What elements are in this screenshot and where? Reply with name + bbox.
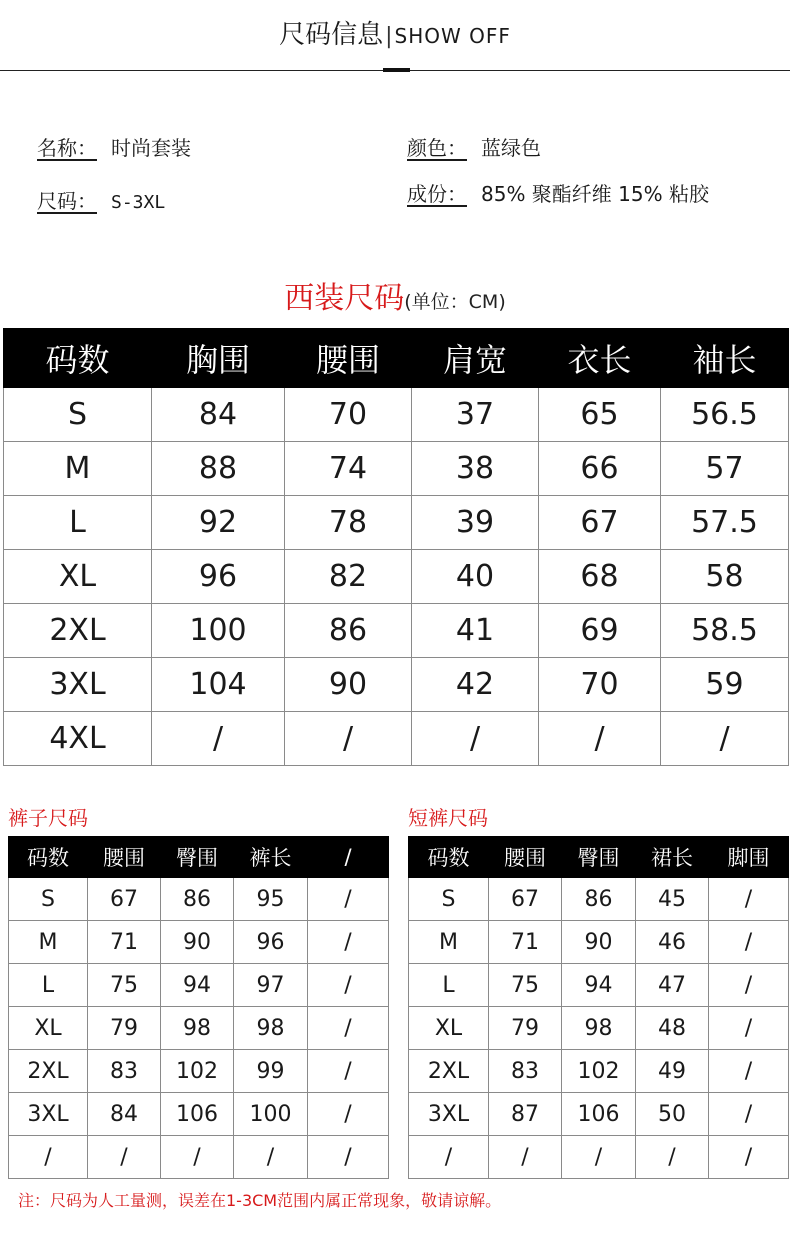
- table-cell: /: [308, 921, 389, 964]
- table-row: [409, 1050, 789, 1093]
- name-value: 时尚套装: [111, 136, 191, 160]
- table-cell: 57: [661, 442, 789, 496]
- table-cell: 50: [636, 1093, 709, 1136]
- shorts-size-table: [408, 836, 789, 1179]
- column-header: 码数: [4, 329, 152, 388]
- measurement-note: 注：尺码为人工量测，误差在1-3CM范围内属正常现象，敬请谅解。: [18, 1191, 502, 1210]
- table-cell: 71: [88, 921, 161, 964]
- size-label: 尺码：: [37, 189, 97, 213]
- suit-size-table: [3, 328, 789, 766]
- composition-label: 成份：: [407, 182, 467, 206]
- table-cell: 45: [636, 878, 709, 921]
- table-cell: 99: [234, 1050, 308, 1093]
- table-cell: 42: [412, 658, 539, 712]
- info-size: [37, 187, 165, 217]
- column-header: 码数: [409, 837, 489, 878]
- table-cell: 98: [562, 1007, 636, 1050]
- table-cell: XL: [9, 1007, 88, 1050]
- column-header: 肩宽: [412, 329, 539, 388]
- header-title: [0, 18, 790, 54]
- column-header: 裙长: [636, 837, 709, 878]
- table-cell: 40: [412, 550, 539, 604]
- table-cell: 90: [562, 921, 636, 964]
- column-header: 脚围: [709, 837, 789, 878]
- table-row: [409, 921, 789, 964]
- table-header-row: [4, 329, 789, 388]
- table-cell: 58.5: [661, 604, 789, 658]
- page-header: [0, 0, 790, 80]
- table-cell: 87: [489, 1093, 562, 1136]
- table-row: [4, 658, 789, 712]
- table-row: [4, 712, 789, 766]
- table-cell: /: [88, 1136, 161, 1179]
- column-header: /: [308, 837, 389, 878]
- name-label: 名称：: [37, 136, 97, 160]
- table-cell: 83: [489, 1050, 562, 1093]
- table-cell: 96: [234, 921, 308, 964]
- table-cell: 84: [152, 388, 285, 442]
- table-cell: 86: [562, 878, 636, 921]
- table-cell: 67: [88, 878, 161, 921]
- table-row: [409, 1007, 789, 1050]
- table-cell: S: [9, 878, 88, 921]
- table-cell: /: [308, 1007, 389, 1050]
- table-cell: 90: [285, 658, 412, 712]
- table-row: [9, 964, 389, 1007]
- table-cell: 102: [562, 1050, 636, 1093]
- table-row: [409, 1093, 789, 1136]
- table-cell: 57.5: [661, 496, 789, 550]
- suit-section-title: [0, 279, 790, 322]
- table-cell: 69: [539, 604, 661, 658]
- table-cell: 75: [88, 964, 161, 1007]
- table-cell: M: [9, 921, 88, 964]
- table-cell: /: [308, 964, 389, 1007]
- header-subtitle: SHOW OFF: [394, 24, 511, 48]
- table-cell: S: [4, 388, 152, 442]
- table-cell: 59: [661, 658, 789, 712]
- composition-value: 85% 聚酯纤维 15% 粘胶: [481, 182, 709, 206]
- table-cell: 79: [88, 1007, 161, 1050]
- table-cell: 38: [412, 442, 539, 496]
- table-cell: 92: [152, 496, 285, 550]
- table-cell: /: [409, 1136, 489, 1179]
- header-divider-mark: [383, 68, 410, 72]
- table-cell: 82: [285, 550, 412, 604]
- table-cell: 100: [234, 1093, 308, 1136]
- table-cell: 41: [412, 604, 539, 658]
- table-cell: L: [9, 964, 88, 1007]
- table-cell: 98: [234, 1007, 308, 1050]
- table-cell: /: [9, 1136, 88, 1179]
- table-cell: 4XL: [4, 712, 152, 766]
- table-row: [409, 1136, 789, 1179]
- column-header: 袖长: [661, 329, 789, 388]
- table-row: [4, 550, 789, 604]
- table-cell: 94: [562, 964, 636, 1007]
- table-cell: 2XL: [9, 1050, 88, 1093]
- table-cell: 37: [412, 388, 539, 442]
- table-cell: 102: [161, 1050, 234, 1093]
- table-cell: 65: [539, 388, 661, 442]
- table-cell: 70: [285, 388, 412, 442]
- table-cell: /: [308, 1093, 389, 1136]
- table-row: [9, 921, 389, 964]
- table-row: [9, 1136, 389, 1179]
- column-header: 衣长: [539, 329, 661, 388]
- table-cell: /: [709, 964, 789, 1007]
- table-cell: 46: [636, 921, 709, 964]
- table-cell: /: [308, 1136, 389, 1179]
- table-cell: M: [409, 921, 489, 964]
- table-cell: /: [161, 1136, 234, 1179]
- table-cell: 74: [285, 442, 412, 496]
- info-color: [407, 134, 541, 162]
- table-cell: /: [308, 1050, 389, 1093]
- pants-section-title: 裤子尺码: [8, 806, 88, 830]
- table-cell: 88: [152, 442, 285, 496]
- table-cell: 2XL: [4, 604, 152, 658]
- table-row: [409, 878, 789, 921]
- table-cell: M: [4, 442, 152, 496]
- table-cell: 2XL: [409, 1050, 489, 1093]
- color-label: 颜色：: [407, 136, 467, 160]
- table-cell: /: [152, 712, 285, 766]
- table-cell: 98: [161, 1007, 234, 1050]
- column-header: 腰围: [285, 329, 412, 388]
- table-cell: /: [709, 1050, 789, 1093]
- table-cell: L: [4, 496, 152, 550]
- table-cell: 75: [489, 964, 562, 1007]
- table-cell: 66: [539, 442, 661, 496]
- table-cell: 3XL: [409, 1093, 489, 1136]
- table-cell: 3XL: [4, 658, 152, 712]
- suit-title-text: 西装尺码: [284, 281, 405, 316]
- table-cell: 58: [661, 550, 789, 604]
- table-cell: 106: [161, 1093, 234, 1136]
- table-cell: 96: [152, 550, 285, 604]
- table-row: [9, 1093, 389, 1136]
- table-cell: 104: [152, 658, 285, 712]
- table-cell: 95: [234, 878, 308, 921]
- table-cell: 94: [161, 964, 234, 1007]
- table-cell: 84: [88, 1093, 161, 1136]
- table-cell: L: [409, 964, 489, 1007]
- table-cell: 47: [636, 964, 709, 1007]
- table-cell: /: [709, 1007, 789, 1050]
- column-header: 腰围: [88, 837, 161, 878]
- table-cell: XL: [4, 550, 152, 604]
- table-cell: /: [285, 712, 412, 766]
- table-cell: /: [539, 712, 661, 766]
- table-cell: 100: [152, 604, 285, 658]
- table-cell: 90: [161, 921, 234, 964]
- table-cell: S: [409, 878, 489, 921]
- column-header: 码数: [9, 837, 88, 878]
- table-cell: 3XL: [9, 1093, 88, 1136]
- table-row: [4, 604, 789, 658]
- table-cell: /: [234, 1136, 308, 1179]
- table-cell: 39: [412, 496, 539, 550]
- table-cell: /: [709, 1093, 789, 1136]
- table-cell: 79: [489, 1007, 562, 1050]
- table-cell: 83: [88, 1050, 161, 1093]
- suit-unit: (单位：CM): [404, 291, 506, 313]
- column-header: 臀围: [161, 837, 234, 878]
- table-cell: 56.5: [661, 388, 789, 442]
- table-cell: 49: [636, 1050, 709, 1093]
- table-cell: 71: [489, 921, 562, 964]
- column-header: 腰围: [489, 837, 562, 878]
- color-value: 蓝绿色: [481, 136, 541, 160]
- table-cell: 70: [539, 658, 661, 712]
- table-cell: 48: [636, 1007, 709, 1050]
- shorts-section-title: 短裤尺码: [408, 806, 488, 830]
- table-row: [4, 442, 789, 496]
- table-cell: /: [709, 921, 789, 964]
- table-cell: 97: [234, 964, 308, 1007]
- table-cell: /: [412, 712, 539, 766]
- table-row: [4, 496, 789, 550]
- table-header-row: [9, 837, 389, 878]
- table-cell: 78: [285, 496, 412, 550]
- table-row: [9, 1050, 389, 1093]
- table-cell: 68: [539, 550, 661, 604]
- table-cell: /: [308, 878, 389, 921]
- header-separator: |: [385, 24, 393, 49]
- table-cell: /: [709, 878, 789, 921]
- column-header: 臀围: [562, 837, 636, 878]
- info-composition: [407, 180, 709, 208]
- table-cell: 86: [161, 878, 234, 921]
- info-name: [37, 134, 191, 162]
- table-cell: /: [661, 712, 789, 766]
- size-value: S-3XL: [111, 192, 166, 213]
- table-cell: /: [562, 1136, 636, 1179]
- table-cell: 106: [562, 1093, 636, 1136]
- column-header: 胸围: [152, 329, 285, 388]
- table-cell: 67: [489, 878, 562, 921]
- table-row: [409, 964, 789, 1007]
- table-row: [9, 878, 389, 921]
- table-cell: 86: [285, 604, 412, 658]
- table-cell: XL: [409, 1007, 489, 1050]
- column-header: 裤长: [234, 837, 308, 878]
- table-header-row: [409, 837, 789, 878]
- table-row: [4, 388, 789, 442]
- table-row: [9, 1007, 389, 1050]
- table-cell: /: [489, 1136, 562, 1179]
- table-cell: /: [636, 1136, 709, 1179]
- pants-size-table: [8, 836, 389, 1179]
- header-title-text: 尺码信息: [279, 20, 384, 50]
- table-cell: 67: [539, 496, 661, 550]
- table-cell: /: [709, 1136, 789, 1179]
